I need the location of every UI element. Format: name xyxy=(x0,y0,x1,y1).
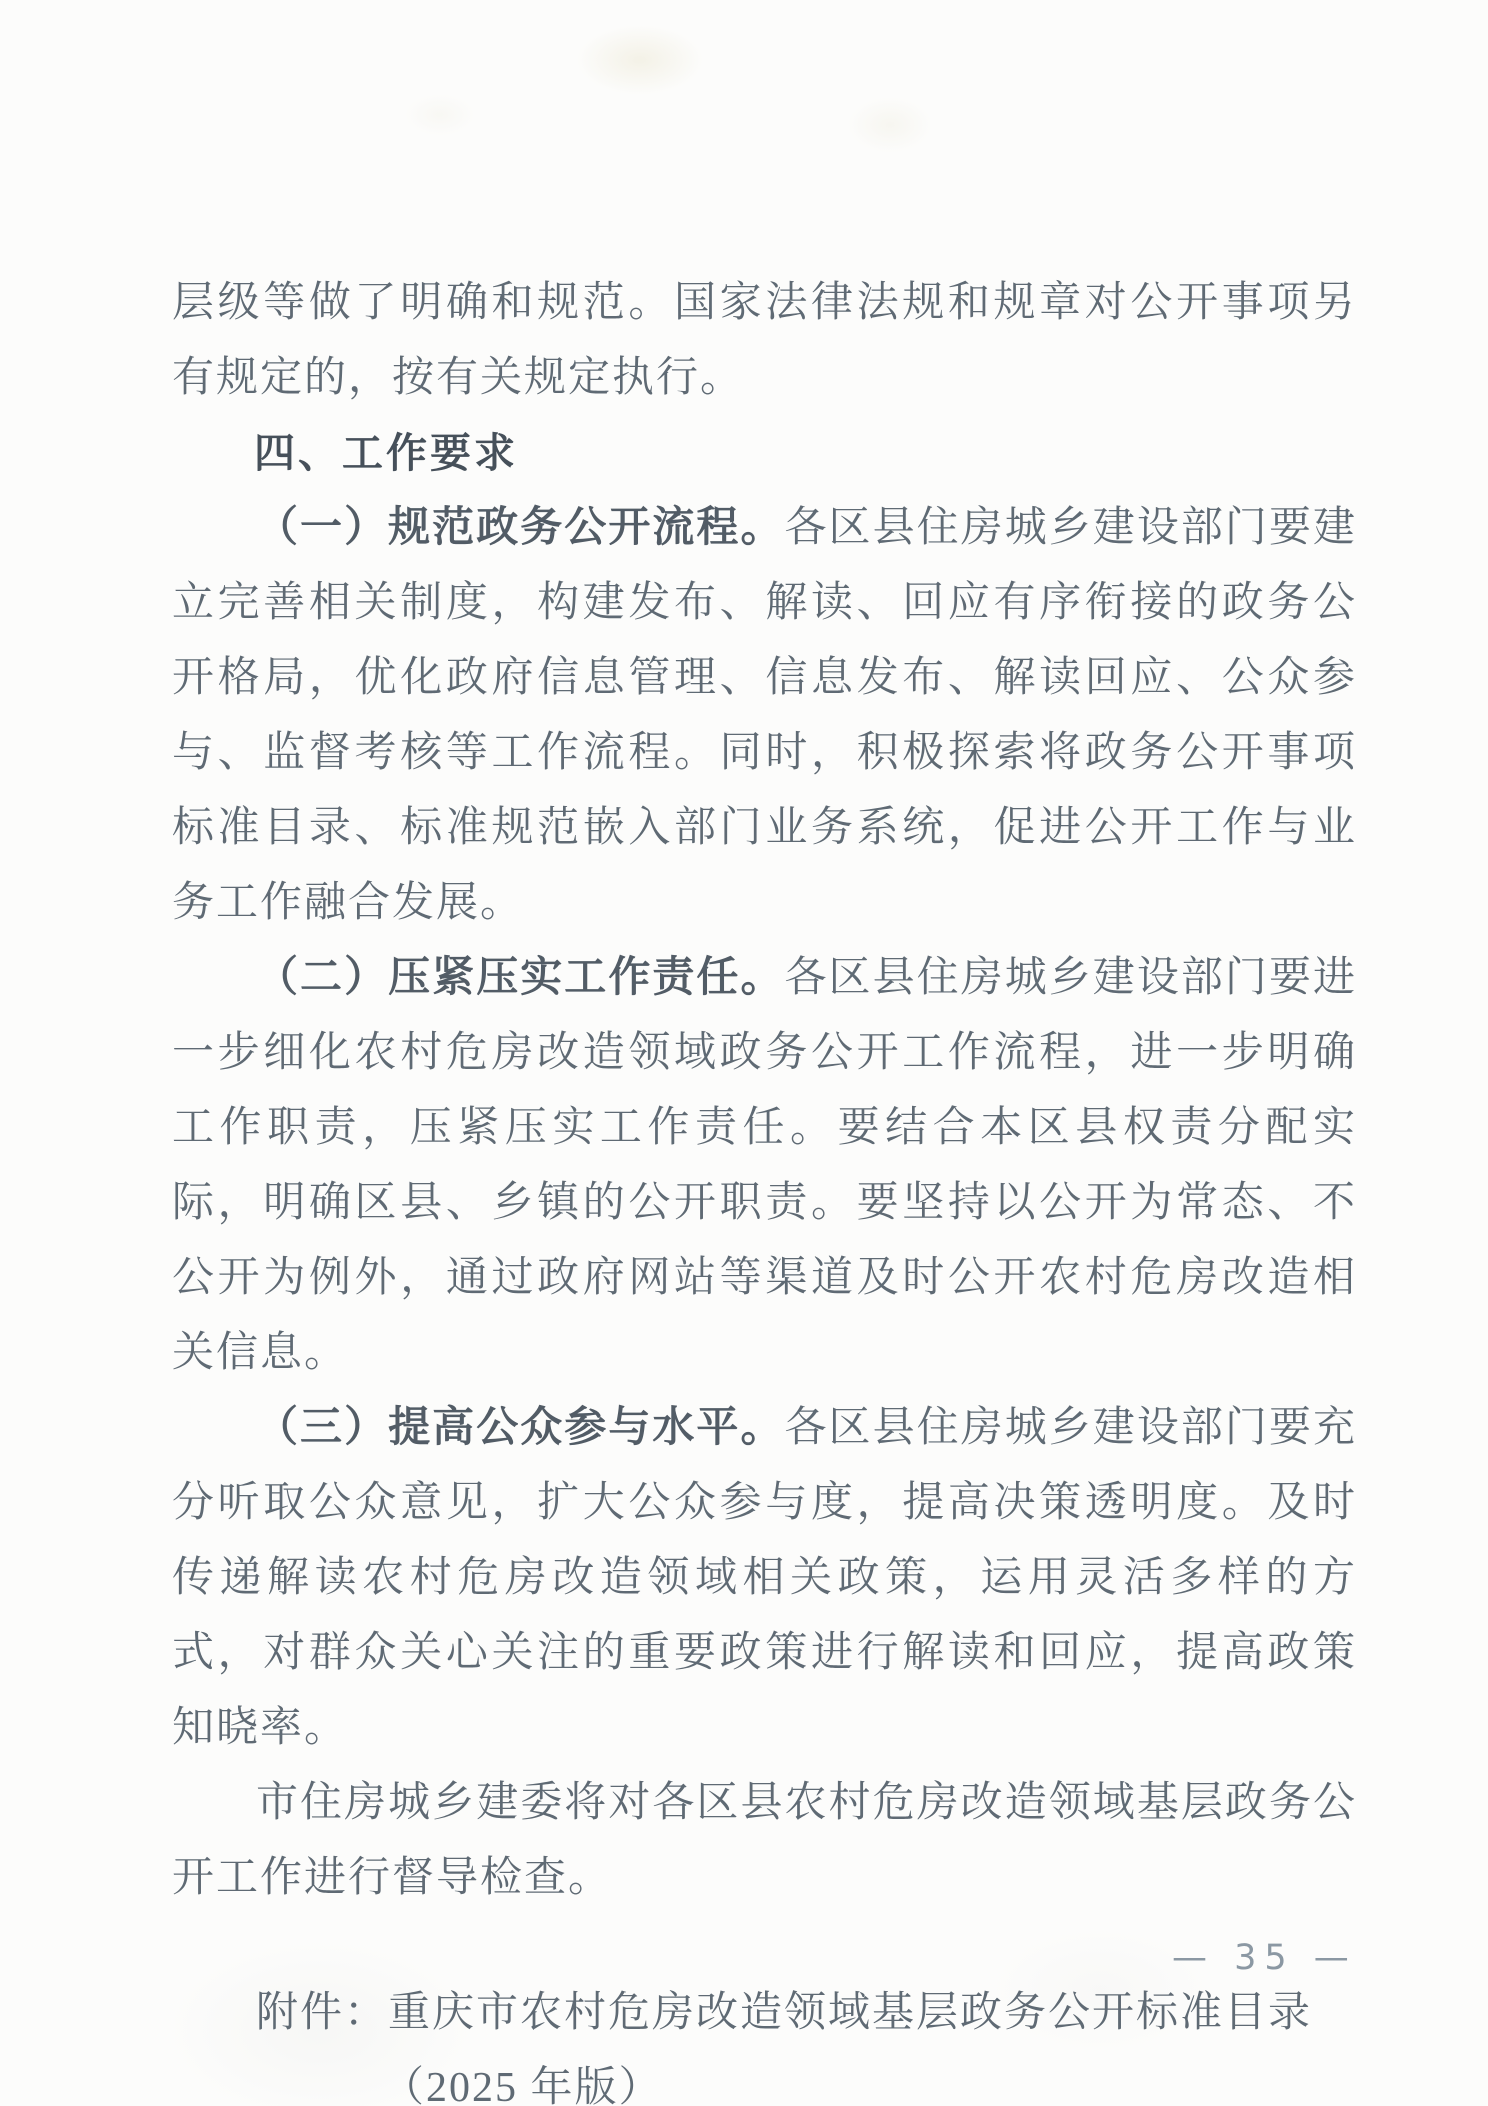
attachment-note xyxy=(172,1976,1357,2106)
paragraph-4-body: 市住房城乡建委将对各区县农村危房改造领域基层政务公开工作进行督导检查。 xyxy=(172,1780,1357,1901)
paragraph-1 xyxy=(172,491,1357,941)
page-number: — 35 — xyxy=(1172,1938,1357,1978)
paragraph-3 xyxy=(172,1391,1357,1766)
paragraph-3-lead: （三）提高公众参与水平。 xyxy=(256,1405,785,1451)
document-text-block xyxy=(172,266,1357,2106)
section-heading: 四、工作要求 xyxy=(254,430,518,476)
paragraph-3-body: 各区县住房城乡建设部门要充分听取公众意见，扩大公众参与度，提高决策透明度。及时传递解读农村危房改造领域相关政策，运用灵活多样的方式，对群众关心关注的重要政策进行解读和回应，提高政策知晓率。 xyxy=(172,1405,1357,1751)
paragraph-1-body: 各区县住房城乡建设部门要建立完善相关制度，构建发布、解读、回应有序衔接的政务公开格局，优化政府信息管理、信息发布、解读回应、公众参与、监督考核等工作流程。同时，积极探索将政务公开事项标准目录、标准规范嵌入部门业务系统，促进公开工作与业务工作融合发展。 xyxy=(172,505,1357,926)
paragraph-2-lead: （二）压紧压实工作责任。 xyxy=(256,955,785,1001)
attachment-title: 附件：重庆市农村危房改造领域基层政务公开标准目录 xyxy=(256,1990,1313,2036)
attachment-year: （2025 年版） xyxy=(382,2065,663,2106)
paragraph-2-body: 各区县住房城乡建设部门要进一步细化农村危房改造领域政务公开工作流程，进一步明确工作职责，压紧压实工作责任。要结合本区县权责分配实际，明确区县、乡镇的公开职责。要坚持以公开为常态、不公开为例外，通过政府网站等渠道及时公开农村危房改造相关信息。 xyxy=(172,955,1357,1376)
paragraph-2 xyxy=(172,941,1357,1391)
paragraph-4 xyxy=(172,1766,1357,1916)
paragraph-1-lead: （一）规范政务公开流程。 xyxy=(256,505,785,551)
continuation-paragraph: 层级等做了明确和规范。国家法律法规和规章对公开事项另有规定的，按有关规定执行。 xyxy=(172,280,1357,401)
